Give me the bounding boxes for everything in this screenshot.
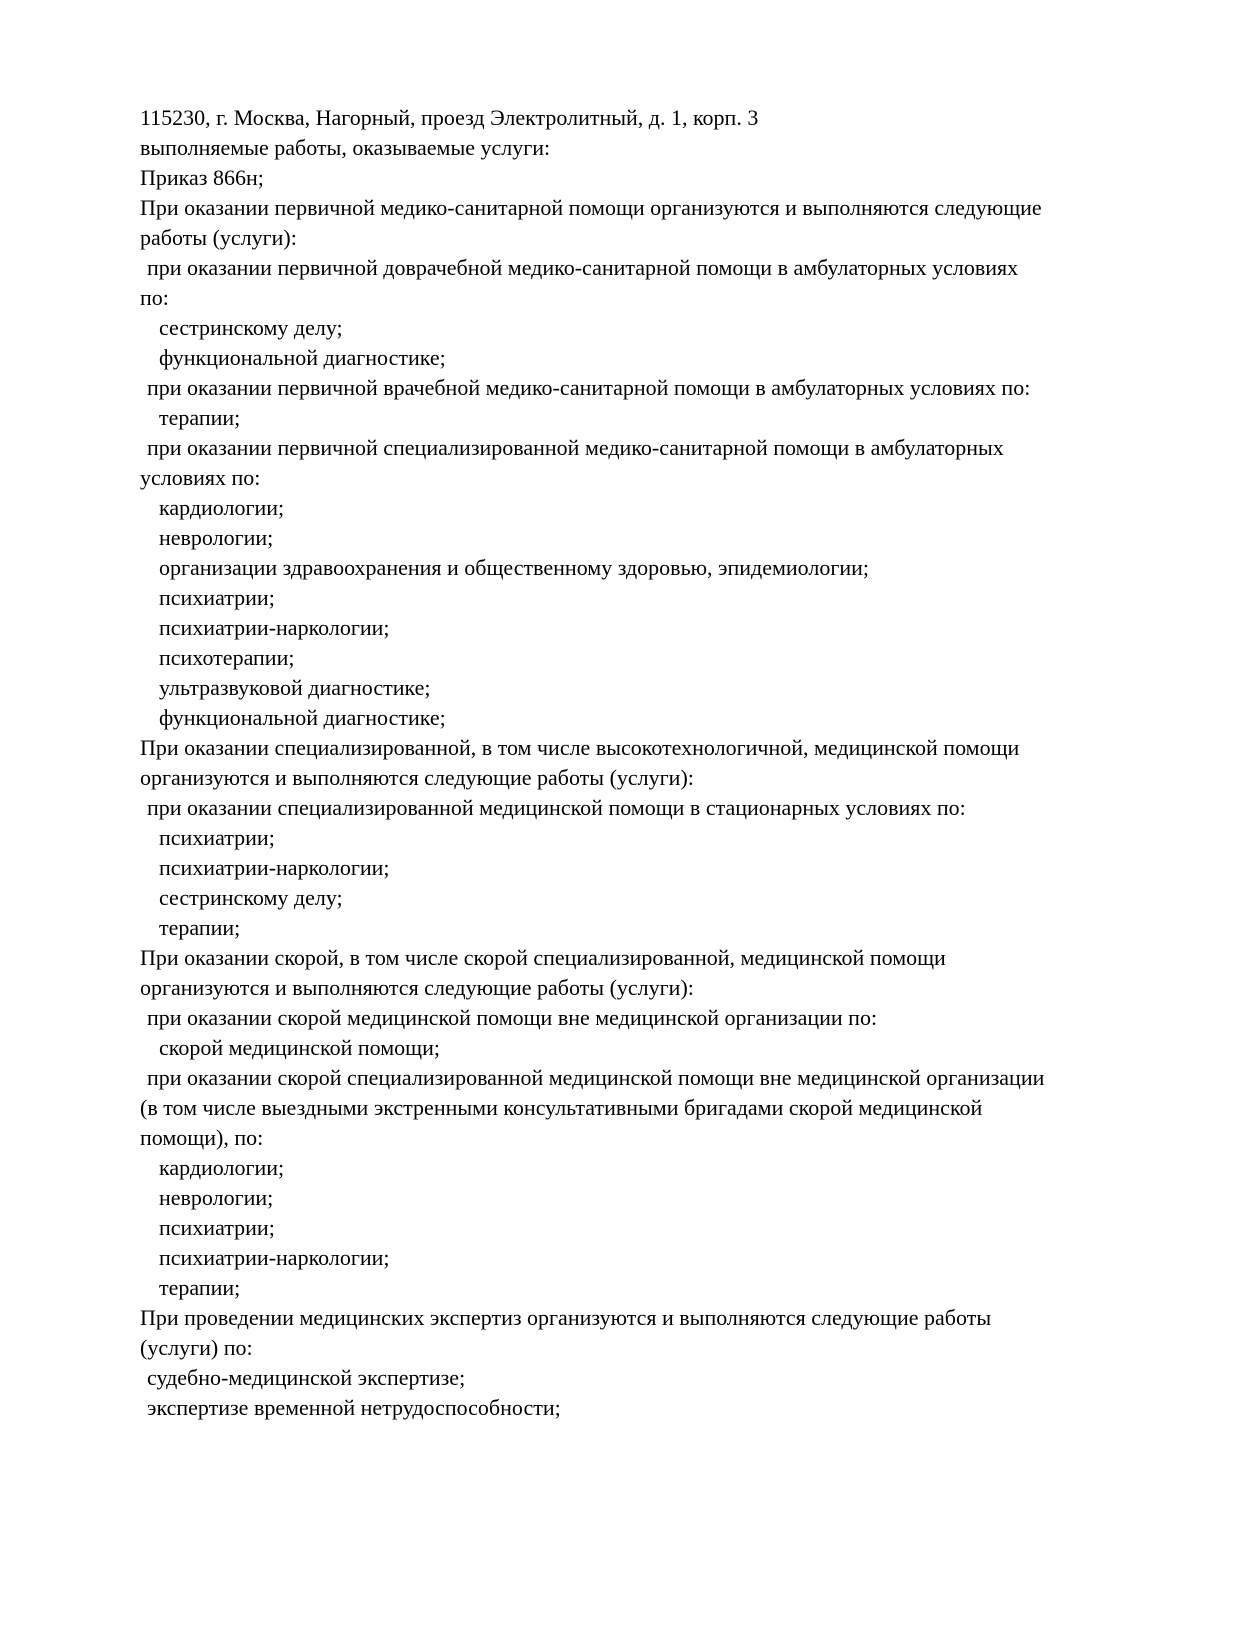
- text-line: скорой медицинской помощи;: [159, 1035, 441, 1060]
- text-line: функциональной диагностике;: [159, 705, 446, 730]
- text-line: выполняемые работы, оказываемые услуги:: [140, 135, 551, 160]
- text-line: при оказании скорой медицинской помощи вне медицинской организации по:: [147, 1005, 878, 1030]
- text-line: помощи), по:: [140, 1125, 264, 1150]
- text-line: Приказ 866н;: [140, 165, 264, 190]
- text-line: при оказании первичной доврачебной медико-санитарной помощи в амбулаторных условиях: [147, 255, 1019, 280]
- text-line: психиатрии-наркологии;: [159, 855, 390, 880]
- text-line: при оказании первичной врачебной медико-санитарной помощи в амбулаторных условиях по:: [147, 375, 1031, 400]
- text-line: психиатрии;: [159, 1215, 275, 1240]
- text-line: организации здравоохранения и общественному здоровью, эпидемиологии;: [159, 555, 870, 580]
- text-line: экспертизе временной нетрудоспособности;: [147, 1395, 561, 1420]
- text-line: кардиологии;: [159, 495, 285, 520]
- text-line: психиатрии;: [159, 825, 275, 850]
- text-line: условиях по:: [140, 465, 261, 490]
- text-line: психиатрии;: [159, 585, 275, 610]
- text-line: психиатрии-наркологии;: [159, 615, 390, 640]
- text-line: ультразвуковой диагностике;: [159, 675, 431, 700]
- text-line: неврологии;: [159, 525, 274, 550]
- text-line: работы (услуги):: [140, 225, 297, 250]
- text-line: сестринскому делу;: [159, 315, 343, 340]
- text-line: организуются и выполняются следующие работы (услуги):: [140, 975, 694, 1000]
- text-line: При оказании специализированной, в том числе высокотехнологичной, медицинской помощи: [140, 735, 1020, 760]
- text-line: При проведении медицинских экспертиз организуются и выполняются следующие работы: [140, 1305, 992, 1330]
- text-line: (услуги) по:: [140, 1335, 253, 1360]
- text-line: терапии;: [159, 1275, 241, 1300]
- text-line: неврологии;: [159, 1185, 274, 1210]
- text-line: функциональной диагностике;: [159, 345, 446, 370]
- text-line: психотерапии;: [159, 645, 295, 670]
- text-line: организуются и выполняются следующие работы (услуги):: [140, 765, 694, 790]
- text-line: 115230, г. Москва, Нагорный, проезд Электролитный, д. 1, корп. 3: [140, 105, 759, 130]
- text-line: кардиологии;: [159, 1155, 285, 1180]
- text-line: при оказании скорой специализированной медицинской помощи вне медицинской организации: [147, 1065, 1045, 1090]
- text-line: судебно-медицинской экспертизе;: [147, 1365, 466, 1390]
- text-line: при оказании первичной специализированной медико-санитарной помощи в амбулаторных: [147, 435, 1004, 460]
- text-line: по:: [140, 285, 169, 310]
- text-line: сестринскому делу;: [159, 885, 343, 910]
- text-line: При оказании скорой, в том числе скорой специализированной, медицинской помощи: [140, 945, 946, 970]
- text-line: терапии;: [159, 915, 241, 940]
- text-line: При оказании первичной медико-санитарной помощи организуются и выполняются следующие: [140, 195, 1042, 220]
- text-line: (в том числе выездными экстренными консультативными бригадами скорой медицинской: [140, 1095, 983, 1120]
- document-body: [140, 103, 1210, 1423]
- text-line: терапии;: [159, 405, 241, 430]
- text-line: психиатрии-наркологии;: [159, 1245, 390, 1270]
- text-line: при оказании специализированной медицинской помощи в стационарных условиях по:: [147, 795, 966, 820]
